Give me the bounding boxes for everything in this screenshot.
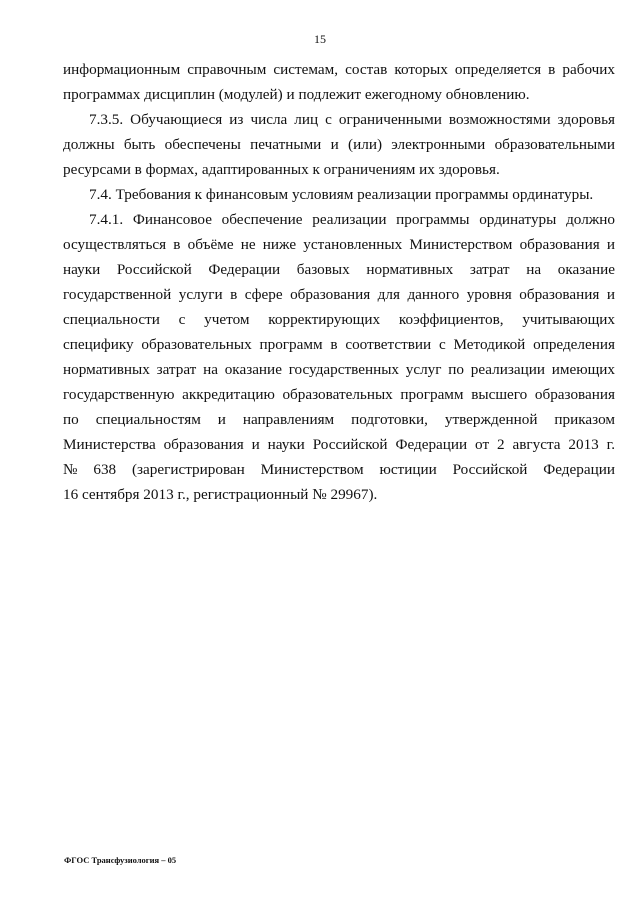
text-line: Министерства образования и науки Российской Федерации от 2 августа 2013 г. — [63, 436, 615, 453]
text-line: ресурсами в формах, адаптированных к ограничениям их здоровья. — [63, 161, 500, 178]
text-line: № 638 (зарегистрирован Министерством юстиции Российской Федерации — [63, 461, 615, 478]
text-line: по специальностям и направлениям подготовки, утвержденной приказом — [63, 411, 615, 428]
text-line: науки Российской Федерации базовых нормативных затрат на оказание — [63, 261, 615, 278]
page-footer: ФГОС Трансфузиология – 05 — [64, 855, 177, 865]
text-line: государственную аккредитацию образовательных программ высшего образования — [63, 386, 615, 403]
text-line: 7.3.5. Обучающиеся из числа лиц с ограниченными возможностями здоровья — [89, 111, 615, 128]
text-line: специальности с учетом корректирующих коэффициентов, учитывающих — [63, 311, 615, 328]
text-line: осуществляться в объёме не ниже установленных Министерством образования и — [63, 236, 615, 253]
text-line: 16 сентября 2013 г., регистрационный № 29967). — [63, 486, 378, 503]
text-line: информационным справочным системам, состав которых определяется в рабочих — [63, 61, 615, 78]
text-line: специфику образовательных программ в соответствии с Методикой определения — [63, 336, 615, 353]
text-line: государственной услуги в сфере образования для данного уровня образования и — [63, 286, 615, 303]
text-line: нормативных затрат на оказание государственных услуг по реализации имеющих — [63, 361, 615, 378]
text-line: 7.4.1. Финансовое обеспечение реализации программы ординатуры должно — [89, 211, 615, 228]
text-line: должны быть обеспечены печатными и (или) электронными образовательными — [63, 136, 615, 153]
text-line: программах дисциплин (модулей) и подлежит ежегодному обновлению. — [63, 86, 530, 103]
page-number: 15 — [314, 32, 326, 46]
text-line: 7.4. Требования к финансовым условиям реализации программы ординатуры. — [89, 186, 594, 203]
body-text — [63, 57, 615, 507]
